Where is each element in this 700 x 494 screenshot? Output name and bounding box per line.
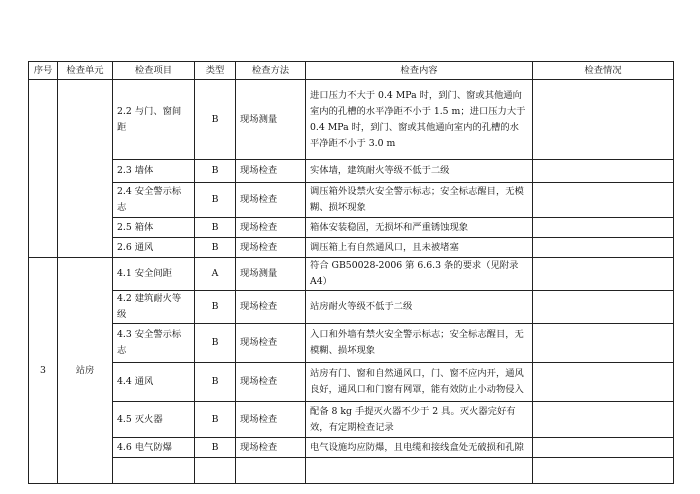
item-cell (113, 458, 195, 484)
unit-cell: 站房 (58, 258, 113, 484)
type-cell: B (195, 363, 236, 402)
type-cell (195, 458, 236, 484)
result-cell (533, 458, 674, 484)
content-cell (306, 458, 533, 484)
item-cell: 4.6 电气防爆 (113, 438, 195, 458)
table-row (29, 438, 674, 458)
header-content: 检查内容 (306, 62, 533, 80)
content-cell: 符合 GB50028-2006 第 6.6.3 条的要求（见附录 A4） (306, 258, 533, 291)
table-row (29, 183, 674, 218)
type-cell: B (195, 183, 236, 218)
item-cell: 4.3 安全警示标志 (113, 324, 195, 363)
table-row (29, 324, 674, 363)
method-cell: 现场检查 (236, 160, 306, 183)
method-cell: 现场测量 (236, 80, 306, 160)
content-cell: 站房耐火等级不低于二级 (306, 291, 533, 324)
method-cell: 现场检查 (236, 291, 306, 324)
content-cell: 入口和外墙有禁火安全警示标志；安全标志醒目，无模糊、损坏现象 (306, 324, 533, 363)
header-item: 检查项目 (113, 62, 195, 80)
method-cell: 现场检查 (236, 402, 306, 438)
item-cell: 2.4 安全警示标志 (113, 183, 195, 218)
table-row (29, 458, 674, 484)
method-cell: 现场检查 (236, 324, 306, 363)
item-cell: 4.2 建筑耐火等级 (113, 291, 195, 324)
type-cell: B (195, 160, 236, 183)
type-cell: B (195, 324, 236, 363)
seq-cell (29, 80, 58, 258)
header-seq: 序号 (29, 62, 58, 80)
table-row (29, 402, 674, 438)
result-cell (533, 324, 674, 363)
inspection-table (28, 61, 674, 484)
type-cell: A (195, 258, 236, 291)
type-cell: B (195, 291, 236, 324)
content-cell: 实体墙，建筑耐火等级不低于二级 (306, 160, 533, 183)
result-cell (533, 402, 674, 438)
item-cell: 4.5 灭火器 (113, 402, 195, 438)
table-row (29, 218, 674, 238)
item-cell: 4.4 通风 (113, 363, 195, 402)
item-cell: 2.3 墙体 (113, 160, 195, 183)
method-cell: 现场检查 (236, 238, 306, 258)
content-cell: 调压箱外设禁火安全警示标志；安全标志醒目，无模糊、损坏现象 (306, 183, 533, 218)
result-cell (533, 160, 674, 183)
item-cell: 2.2 与门、窗间距 (113, 80, 195, 160)
header-type: 类型 (195, 62, 236, 80)
content-cell: 箱体安装稳固，无损坏和严重锈蚀现象 (306, 218, 533, 238)
result-cell (533, 80, 674, 160)
item-cell: 2.6 通风 (113, 238, 195, 258)
result-cell (533, 183, 674, 218)
method-cell: 现场测量 (236, 258, 306, 291)
result-cell (533, 238, 674, 258)
type-cell: B (195, 80, 236, 160)
table-row (29, 258, 674, 291)
content-cell: 配备 8 kg 手提灭火器不少于 2 具。灭火器完好有效，有定期检查记录 (306, 402, 533, 438)
header-unit: 检查单元 (58, 62, 113, 80)
content-cell: 进口压力不大于 0.4 MPa 时，到门、窗或其他通向室内的孔槽的水平净距不小于 1.5 m；进口压力大于 0.4 MPa 时，到门、窗或其他通向室内的孔槽的水平净距不小于 3.0 m (306, 80, 533, 160)
table-row (29, 363, 674, 402)
method-cell: 现场检查 (236, 438, 306, 458)
item-cell: 2.5 箱体 (113, 218, 195, 238)
result-cell (533, 438, 674, 458)
item-cell: 4.1 安全间距 (113, 258, 195, 291)
content-cell: 调压箱上有自然通风口，且未被堵塞 (306, 238, 533, 258)
seq-cell: 3 (29, 258, 58, 484)
result-cell (533, 218, 674, 238)
content-cell: 电气设施均应防爆，且电缆和接线盒处无破损和孔隙 (306, 438, 533, 458)
content-cell: 站房有门、窗和自然通风口，门、窗不应内开，通风良好，通风口和门窗有网罩，能有效防止小动物侵入 (306, 363, 533, 402)
table-row (29, 160, 674, 183)
method-cell: 现场检查 (236, 218, 306, 238)
method-cell: 现场检查 (236, 363, 306, 402)
method-cell: 现场检查 (236, 183, 306, 218)
table-row (29, 238, 674, 258)
table-row (29, 80, 674, 160)
type-cell: B (195, 218, 236, 238)
result-cell (533, 291, 674, 324)
table-row (29, 291, 674, 324)
result-cell (533, 258, 674, 291)
type-cell: B (195, 402, 236, 438)
header-row (29, 62, 674, 80)
type-cell: B (195, 238, 236, 258)
type-cell: B (195, 438, 236, 458)
result-cell (533, 363, 674, 402)
unit-cell (58, 80, 113, 258)
header-result: 检查情况 (533, 62, 674, 80)
method-cell (236, 458, 306, 484)
header-method: 检查方法 (236, 62, 306, 80)
